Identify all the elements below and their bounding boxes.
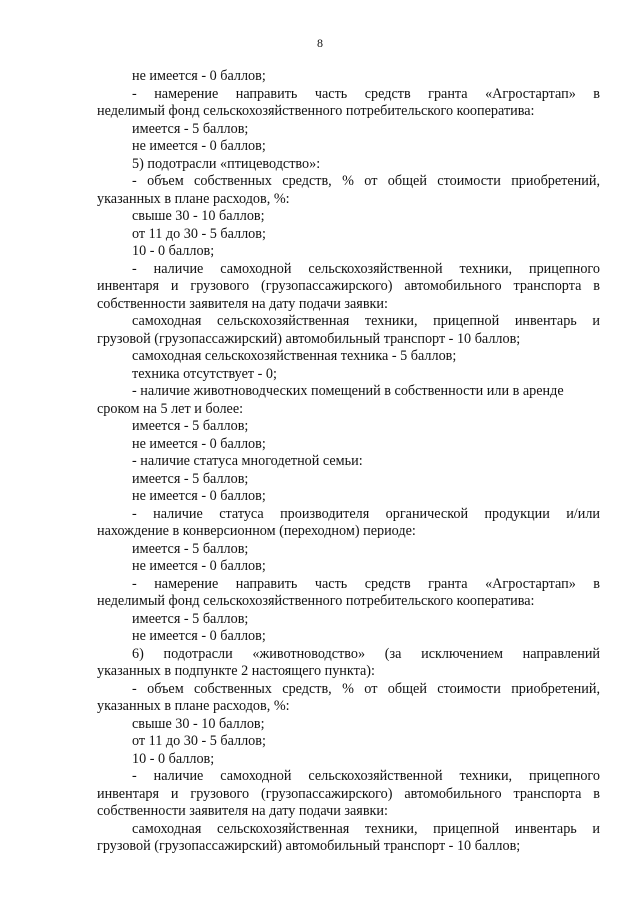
text-line: от 11 до 30 - 5 баллов; [132,225,266,242]
text-line: не имеется - 0 баллов; [132,628,266,644]
text-line: грузовой (грузопассажирский) автомобильный транспорт - 10 баллов; [97,838,521,854]
text-line: неделимый фонд сельскохозяйственного потребительского кооператива: [97,103,535,119]
text-line: - наличие животноводческих помещений в собственности или в аренде [132,383,564,399]
text-line: - наличие самоходной сельскохозяйственной техники, прицепного [132,260,600,277]
text-line: - намерение направить часть средств гранта «Агростартап» в [132,575,600,592]
text-line: сроком на 5 лет и более: [97,400,244,417]
text-line: - наличие статуса производителя органической продукции и/или [132,505,600,522]
text-line: - намерение направить часть средств гранта «Агростартап» в [132,85,600,102]
text-line: имеется - 5 баллов; [132,610,249,627]
text-line: - наличие статуса многодетной семьи: [132,453,363,469]
text-line: 10 - 0 баллов; [132,243,215,259]
text-line: самоходная сельскохозяйственная техника - 5 баллов; [132,348,457,364]
text-line: собственности заявителя на дату подачи заявки: [97,803,388,819]
text-line: инвентаря и грузового (грузопассажирского) автомобильного транспорта в [97,785,600,802]
text-line: имеется - 5 баллов; [132,470,249,487]
text-line: указанных в плане расходов, %: [97,698,290,714]
text-line: самоходная сельскохозяйственная техники, прицепной инвентарь и [132,820,600,837]
text-line: самоходная сельскохозяйственная техники, прицепной инвентарь и [132,313,600,329]
text-line: имеется - 5 баллов; [132,120,249,137]
page-number: 8 [317,36,323,50]
text-line: не имеется - 0 баллов; [132,138,266,154]
text-line: - объем собственных средств, % от общей стоимости приобретений, [132,173,600,189]
text-line: 5) подотрасли «птицеводство»: [132,155,321,172]
text-line: техника отсутствует - 0; [132,365,277,382]
text-line: свыше 30 - 10 баллов; [132,715,265,732]
text-line: не имеется - 0 баллов; [132,68,266,84]
document-body [97,68,600,856]
text-line: нахождение в конверсионном (переходном) периоде: [97,523,416,539]
text-line: неделимый фонд сельскохозяйственного потребительского кооператива: [97,593,535,609]
text-line: указанных в подпункте 2 настоящего пункта): [97,663,375,679]
text-line: имеется - 5 баллов; [132,540,249,557]
text-line: свыше 30 - 10 баллов; [132,208,265,224]
text-line: от 11 до 30 - 5 баллов; [132,733,266,749]
text-line: - наличие самоходной сельскохозяйственной техники, прицепного [132,768,600,784]
text-line: не имеется - 0 баллов; [132,435,266,452]
text-line: грузовой (грузопассажирский) автомобильный транспорт - 10 баллов; [97,330,521,347]
text-line: 10 - 0 баллов; [132,750,215,767]
text-line: не имеется - 0 баллов; [132,558,266,574]
text-line: указанных в плане расходов, %: [97,190,290,207]
text-line: имеется - 5 баллов; [132,418,249,434]
text-line: не имеется - 0 баллов; [132,488,266,504]
text-line: инвентаря и грузового (грузопассажирского) автомобильного транспорта в [97,278,600,294]
text-line: собственности заявителя на дату подачи заявки: [97,295,388,312]
text-line: 6) подотрасли «животноводство» (за исключением направлений [132,645,600,662]
text-line: - объем собственных средств, % от общей стоимости приобретений, [132,680,600,697]
